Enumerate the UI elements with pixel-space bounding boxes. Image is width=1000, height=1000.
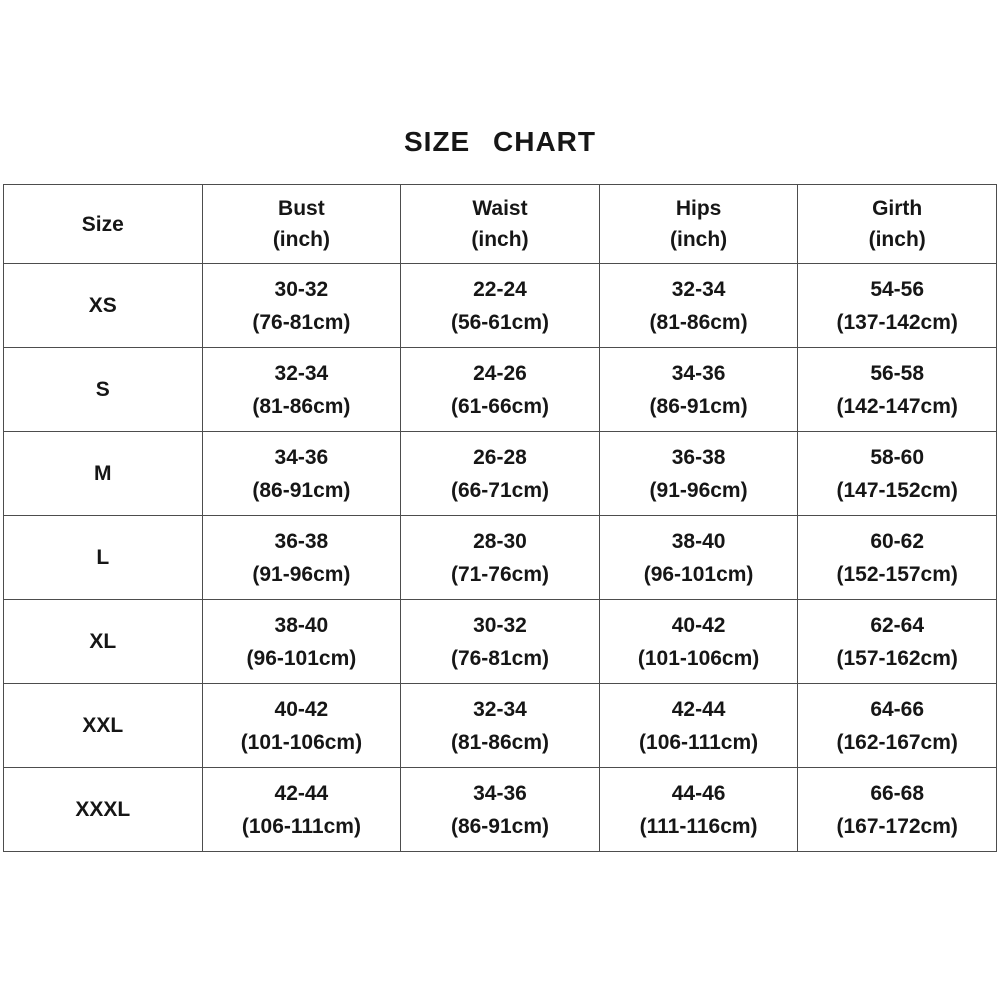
column-header-unit: (inch) [868, 228, 926, 251]
column-header-waist [401, 185, 600, 264]
cm-value: (142-147cm) [836, 394, 958, 418]
hips-cell [599, 432, 798, 516]
table-row-m [4, 432, 997, 516]
inch-value: 24-26 [473, 361, 527, 385]
girth-cell [798, 432, 997, 516]
size-cell [4, 348, 203, 432]
table-row-xl [4, 600, 997, 684]
column-header-bust [202, 185, 401, 264]
size-value: XS [88, 294, 117, 317]
cm-value: (81-86cm) [649, 310, 748, 334]
bust-cell [202, 684, 401, 768]
waist-cell [401, 768, 600, 852]
inch-value: 64-66 [870, 697, 925, 721]
column-header-unit: (inch) [670, 228, 728, 251]
size-cell [4, 600, 203, 684]
cm-value: (76-81cm) [450, 646, 550, 670]
cm-value: (86-91cm) [252, 478, 351, 502]
column-header-label: Bust [278, 197, 325, 220]
size-cell [4, 768, 203, 852]
inch-value: 30-32 [473, 613, 527, 637]
cm-value: (147-152cm) [836, 478, 958, 502]
size-cell [4, 432, 203, 516]
inch-value: 22-24 [473, 277, 527, 301]
table-row-l [4, 516, 997, 600]
cm-value: (137-142cm) [836, 310, 958, 334]
inch-value: 40-42 [274, 697, 329, 721]
cm-value: (167-172cm) [836, 814, 958, 838]
size-value: M [94, 462, 112, 485]
cm-value: (157-162cm) [836, 646, 958, 670]
inch-value: 56-58 [870, 361, 925, 385]
cm-value: (76-81cm) [252, 310, 351, 334]
column-header-girth [798, 185, 997, 264]
inch-value: 34-36 [473, 781, 527, 805]
bust-cell [202, 600, 401, 684]
inch-value: 28-30 [473, 529, 527, 553]
girth-cell [798, 768, 997, 852]
girth-cell [798, 516, 997, 600]
table-row-xxl [4, 684, 997, 768]
waist-cell [401, 264, 600, 348]
cm-value: (86-91cm) [649, 394, 748, 418]
inch-value: 38-40 [274, 613, 329, 637]
cm-value: (66-71cm) [450, 478, 550, 502]
cm-value: (106-111cm) [241, 814, 361, 838]
cm-value: (91-96cm) [252, 562, 351, 586]
inch-value: 32-34 [671, 277, 726, 301]
waist-cell [401, 516, 600, 600]
cm-value: (81-86cm) [450, 730, 550, 754]
inch-value: 42-44 [274, 781, 329, 805]
inch-value: 32-34 [274, 361, 329, 385]
cm-value: (96-101cm) [246, 646, 357, 670]
cm-value: (101-106cm) [240, 730, 363, 754]
size-cell [4, 516, 203, 600]
inch-value: 66-68 [870, 781, 925, 805]
column-header-unit: (inch) [471, 228, 529, 251]
inch-value: 54-56 [870, 277, 925, 301]
size-value: XXL [82, 714, 124, 737]
column-header-size [4, 185, 203, 264]
bust-cell [202, 348, 401, 432]
cm-value: (81-86cm) [252, 394, 351, 418]
hips-cell [599, 684, 798, 768]
table-header-row [4, 185, 997, 264]
bust-cell [202, 768, 401, 852]
size-chart-table [3, 184, 997, 852]
cm-value: (86-91cm) [450, 814, 550, 838]
size-cell [4, 264, 203, 348]
column-header-label: Size [81, 212, 124, 236]
inch-value: 44-46 [671, 781, 726, 805]
column-header-label: Waist [472, 197, 528, 220]
hips-cell [599, 768, 798, 852]
inch-value: 40-42 [671, 613, 726, 637]
page-title: SIZE CHART [404, 126, 596, 157]
inch-value: 38-40 [671, 529, 726, 553]
size-value: L [96, 546, 110, 569]
cm-value: (96-101cm) [643, 562, 754, 586]
waist-cell [401, 348, 600, 432]
inch-value: 30-32 [274, 277, 329, 301]
girth-cell [798, 264, 997, 348]
column-header-label: Hips [675, 197, 722, 220]
girth-cell [798, 684, 997, 768]
cm-value: (111-116cm) [639, 814, 758, 838]
column-header-unit: (inch) [272, 228, 330, 251]
inch-value: 34-36 [274, 445, 329, 469]
waist-cell [401, 600, 600, 684]
inch-value: 42-44 [671, 697, 726, 721]
waist-cell [401, 684, 600, 768]
bust-cell [202, 516, 401, 600]
cm-value: (162-167cm) [836, 730, 958, 754]
cm-value: (152-157cm) [836, 562, 958, 586]
bust-cell [202, 432, 401, 516]
size-cell [4, 684, 203, 768]
inch-value: 26-28 [473, 445, 527, 469]
cm-value: (106-111cm) [639, 730, 759, 754]
column-header-label: Girth [872, 197, 923, 220]
hips-cell [599, 600, 798, 684]
inch-value: 58-60 [870, 445, 925, 469]
inch-value: 32-34 [473, 697, 527, 721]
cm-value: (91-96cm) [649, 478, 748, 502]
hips-cell [599, 264, 798, 348]
table-row-s [4, 348, 997, 432]
cm-value: (101-106cm) [637, 646, 760, 670]
cm-value: (61-66cm) [450, 394, 550, 418]
girth-cell [798, 348, 997, 432]
inch-value: 60-62 [870, 529, 925, 553]
bust-cell [202, 264, 401, 348]
size-value: S [95, 378, 110, 401]
size-value: XXXL [75, 798, 131, 821]
hips-cell [599, 516, 798, 600]
inch-value: 36-38 [671, 445, 726, 469]
inch-value: 34-36 [671, 361, 726, 385]
girth-cell [798, 600, 997, 684]
inch-value: 62-64 [870, 613, 925, 637]
cm-value: (56-61cm) [450, 310, 550, 334]
size-value: XL [89, 630, 117, 653]
hips-cell [599, 348, 798, 432]
waist-cell [401, 432, 600, 516]
inch-value: 36-38 [274, 529, 329, 553]
column-header-hips [599, 185, 798, 264]
table-row-xs [4, 264, 997, 348]
table-row-xxxl [4, 768, 997, 852]
cm-value: (71-76cm) [450, 562, 550, 586]
